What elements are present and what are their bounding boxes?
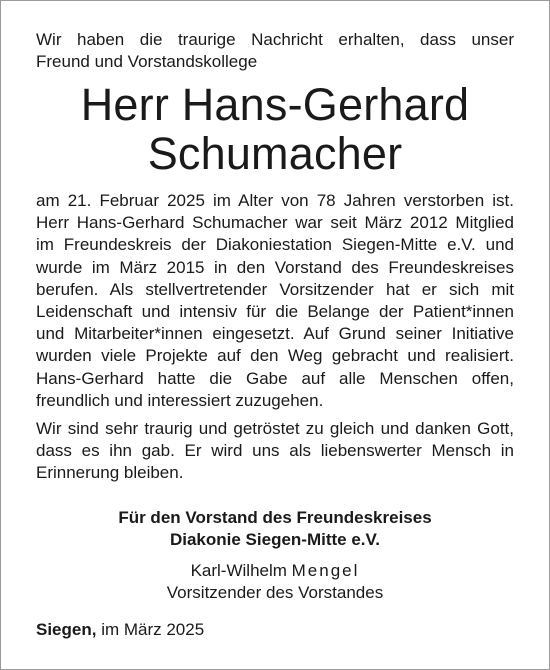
deceased-name-line-2: Schumacher <box>147 128 403 179</box>
body-paragraph-1: am 21. Februar 2025 im Alter von 78 Jahren verstorben ist. Herr Hans-Gerhard Schumacher war seit März 2012 Mitglied im Freundeskreis der Diakoniestation Siegen-Mitte e.V. und wurde im März 2015 in den Vorstand des Freundeskreises berufen. Als stellvertretender Vorsitzender hat er sich mit Leidenschaft und intensiv für die Belange der Patient*innen und Mitarbeiter*innen eingesetzt. Auf Grund seiner Initiative wurden viele Projekte auf den Weg gebracht und realisiert. Hans-Gerhard hatte die Gabe auf alle Menschen offen, freundlich und interessiert zuzugehen. <box>36 191 514 410</box>
org-line-1: Für den Vorstand des Freundeskreises <box>118 507 432 527</box>
intro-line-2: Freund und Vorstandskollege <box>36 52 258 71</box>
date: im März 2025 <box>96 620 205 639</box>
deceased-name-line-1: Herr Hans-Gerhard <box>80 79 470 130</box>
deceased-name <box>36 80 514 178</box>
signer-last-name: Mengel <box>291 560 360 580</box>
intro-text <box>36 29 514 73</box>
intro-line-1: Wir haben die traurige Nachricht erhalten, dass unser <box>36 30 514 49</box>
obituary-body <box>36 190 514 485</box>
org-line-2: Diakonie Siegen-Mitte e.V. <box>169 529 381 549</box>
signer-first-name: Karl-Wilhelm <box>190 560 292 580</box>
body-paragraph-2: Wir sind sehr traurig und getröstet zu gleich und danken Gott, dass es ihn gab. Er wird uns als liebenswerter Mensch in Erinnerung bleiben. <box>36 419 514 483</box>
signer-role: Vorsitzender des Vorstandes <box>166 582 384 602</box>
place-and-date <box>36 619 204 641</box>
signature-block <box>36 507 514 604</box>
signer-name <box>36 560 514 582</box>
place: Siegen, <box>36 620 97 639</box>
